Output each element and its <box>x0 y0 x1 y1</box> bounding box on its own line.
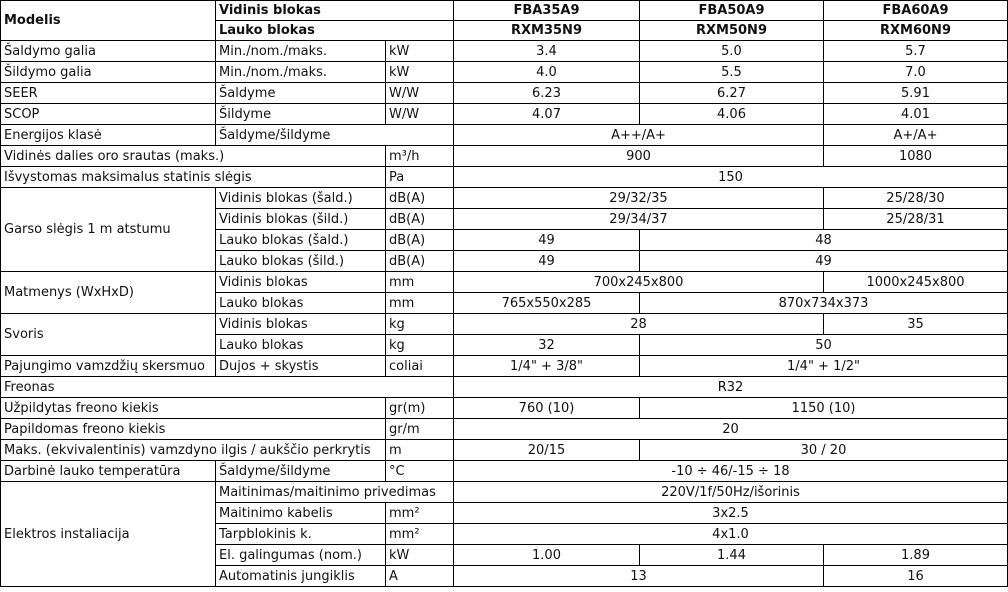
value-model-1: 4.07 <box>454 104 640 125</box>
row-unit: kW <box>386 62 454 83</box>
row-label: SCOP <box>1 104 216 125</box>
row-sublabel: Min./nom./maks. <box>216 62 386 83</box>
value-model-2: 1.44 <box>640 545 824 566</box>
row-freonas <box>1 377 1008 398</box>
row-sublabel: Šildyme <box>216 104 386 125</box>
row-elektros-maitinimas <box>1 482 1008 503</box>
row-sildymo-galia <box>1 62 1008 83</box>
row-papildomas-freonas <box>1 419 1008 440</box>
value-all-models: 4x1.0 <box>454 524 1008 545</box>
row-unit: dB(A) <box>386 209 454 230</box>
value-all-models: 20 <box>454 419 1008 440</box>
value-model-1: 20/15 <box>454 440 640 461</box>
model-3-indoor: FBA60A9 <box>824 1 1008 21</box>
row-unit: W/W <box>386 104 454 125</box>
row-label: Energijos klasė <box>1 125 216 146</box>
value-model-1: 49 <box>454 230 640 251</box>
value-model-3: 16 <box>824 566 1008 587</box>
row-sublabel: Šaldyme/šildyme <box>216 461 386 482</box>
row-sublabel: Maitinimo kabelis <box>216 503 386 524</box>
value-model-3: 1080 <box>824 146 1008 167</box>
model-2-indoor: FBA50A9 <box>640 1 824 21</box>
value-model-1: 49 <box>454 251 640 272</box>
row-unit: kW <box>386 41 454 62</box>
row-energijos-klase <box>1 125 1008 146</box>
row-unit: coliai <box>386 356 454 377</box>
group-label-svoris: Svoris <box>1 314 216 356</box>
row-uzpildytas-freonas <box>1 398 1008 419</box>
value-model-1-2: 29/34/37 <box>454 209 824 230</box>
value-model-1-2: 13 <box>454 566 824 587</box>
row-unit: mm <box>386 293 454 314</box>
row-sublabel: Automatinis jungiklis <box>216 566 386 587</box>
modelis-label: Modelis <box>1 1 216 41</box>
group-label-garsas: Garso slėgis 1 m atstumu <box>1 188 216 272</box>
row-unit: gr/m <box>386 419 454 440</box>
row-unit: °C <box>386 461 454 482</box>
value-model-3: 25/28/30 <box>824 188 1008 209</box>
row-label: Išvystomas maksimalus statinis slėgis <box>1 167 386 188</box>
model-1-outdoor: RXM35N9 <box>454 21 640 41</box>
row-saldymo-galia <box>1 41 1008 62</box>
row-sublabel: Lauko blokas (šild.) <box>216 251 386 272</box>
value-model-1: 1/4" + 3/8" <box>454 356 640 377</box>
row-unit: dB(A) <box>386 188 454 209</box>
value-model-2-3: 30 / 20 <box>640 440 1008 461</box>
row-sublabel: Vidinis blokas <box>216 314 386 335</box>
value-model-1: 4.0 <box>454 62 640 83</box>
row-label: Užpildytas freono kiekis <box>1 398 386 419</box>
row-unit: mm <box>386 272 454 293</box>
value-model-2-3: 48 <box>640 230 1008 251</box>
row-sublabel: Tarpblokinis k. <box>216 524 386 545</box>
value-model-3: 1000x245x800 <box>824 272 1008 293</box>
row-sublabel: Lauko blokas (šald.) <box>216 230 386 251</box>
row-sublabel: Šaldyme <box>216 83 386 104</box>
row-unit: m³/h <box>386 146 454 167</box>
value-model-1-2: A++/A+ <box>454 125 824 146</box>
value-model-1: 32 <box>454 335 640 356</box>
value-model-1: 6.23 <box>454 83 640 104</box>
value-model-1: 3.4 <box>454 41 640 62</box>
value-model-3: A+/A+ <box>824 125 1008 146</box>
value-model-3: 5.7 <box>824 41 1008 62</box>
row-unit: kg <box>386 335 454 356</box>
row-garsas-1 <box>1 188 1008 209</box>
row-label: Pajungimo vamzdžių skersmuo <box>1 356 216 377</box>
row-label: SEER <box>1 83 216 104</box>
row-sublabel: Min./nom./maks. <box>216 41 386 62</box>
group-label-elektros: Elektros instaliacija <box>1 482 216 587</box>
model-1-indoor: FBA35A9 <box>454 1 640 21</box>
row-statinis-slegis <box>1 167 1008 188</box>
row-unit: gr(m) <box>386 398 454 419</box>
model-3-outdoor: RXM60N9 <box>824 21 1008 41</box>
value-model-3: 4.01 <box>824 104 1008 125</box>
row-unit: mm² <box>386 524 454 545</box>
value-model-3: 25/28/31 <box>824 209 1008 230</box>
row-darbine-temperatura <box>1 461 1008 482</box>
row-unit: kW <box>386 545 454 566</box>
row-label: Darbinė lauko temperatūra <box>1 461 216 482</box>
value-model-2-3: 1150 (10) <box>640 398 1008 419</box>
value-model-2: 5.5 <box>640 62 824 83</box>
group-label-matmenys: Matmenys (WxHxD) <box>1 272 216 314</box>
row-vamzdziu-skersmuo <box>1 356 1008 377</box>
row-sublabel: Vidinis blokas (šald.) <box>216 188 386 209</box>
row-label: Papildomas freono kiekis <box>1 419 386 440</box>
value-model-2: 5.0 <box>640 41 824 62</box>
value-all-models: 3x2.5 <box>454 503 1008 524</box>
row-label: Šaldymo galia <box>1 41 216 62</box>
row-matmenys-1 <box>1 272 1008 293</box>
value-all-models: -10 ÷ 46/-15 ÷ 18 <box>454 461 1008 482</box>
row-label: Šildymo galia <box>1 62 216 83</box>
value-model-2: 6.27 <box>640 83 824 104</box>
row-label: Maks. (ekvivalentinis) vamzdyno ilgis / aukščio perkrytis <box>1 440 386 461</box>
row-sublabel: Vidinis blokas <box>216 272 386 293</box>
value-all-models: R32 <box>454 377 1008 398</box>
value-model-2-3: 1/4" + 1/2" <box>640 356 1008 377</box>
row-unit: A <box>386 566 454 587</box>
row-sublabel: Maitinimas/maitinimo privedimas <box>216 482 454 503</box>
value-model-2: 4.06 <box>640 104 824 125</box>
value-model-1-2: 700x245x800 <box>454 272 824 293</box>
row-sublabel: Dujos + skystis <box>216 356 386 377</box>
row-unit: W/W <box>386 83 454 104</box>
value-model-2-3: 870x734x373 <box>640 293 1008 314</box>
row-maks-ilgis <box>1 440 1008 461</box>
outdoor-unit-label: Lauko blokas <box>216 21 454 41</box>
row-unit: mm² <box>386 503 454 524</box>
row-unit: m <box>386 440 454 461</box>
row-unit: dB(A) <box>386 251 454 272</box>
row-unit: dB(A) <box>386 230 454 251</box>
row-sublabel: Vidinis blokas (šild.) <box>216 209 386 230</box>
value-model-2-3: 49 <box>640 251 1008 272</box>
row-sublabel: Lauko blokas <box>216 293 386 314</box>
value-model-2-3: 50 <box>640 335 1008 356</box>
value-model-1: 760 (10) <box>454 398 640 419</box>
value-model-3: 1.89 <box>824 545 1008 566</box>
row-svoris-1 <box>1 314 1008 335</box>
value-model-1: 1.00 <box>454 545 640 566</box>
value-all-models: 220V/1f/50Hz/išorinis <box>454 482 1008 503</box>
row-sublabel: Šaldyme/šildyme <box>216 125 454 146</box>
row-sublabel: Lauko blokas <box>216 335 386 356</box>
value-model-3: 7.0 <box>824 62 1008 83</box>
indoor-unit-label: Vidinis blokas <box>216 1 454 21</box>
value-model-1: 765x550x285 <box>454 293 640 314</box>
row-scop <box>1 104 1008 125</box>
row-sublabel: El. galingumas (nom.) <box>216 545 386 566</box>
row-label: Vidinės dalies oro srautas (maks.) <box>1 146 386 167</box>
value-model-3: 5.91 <box>824 83 1008 104</box>
row-seer <box>1 83 1008 104</box>
row-unit: Pa <box>386 167 454 188</box>
row-label: Freonas <box>1 377 454 398</box>
header-row-indoor <box>1 1 1008 21</box>
value-model-1-2: 28 <box>454 314 824 335</box>
value-model-1-2: 900 <box>454 146 824 167</box>
model-2-outdoor: RXM50N9 <box>640 21 824 41</box>
value-model-1-2: 29/32/35 <box>454 188 824 209</box>
row-unit: kg <box>386 314 454 335</box>
value-all-models: 150 <box>454 167 1008 188</box>
row-oro-srautas <box>1 146 1008 167</box>
value-model-3: 35 <box>824 314 1008 335</box>
